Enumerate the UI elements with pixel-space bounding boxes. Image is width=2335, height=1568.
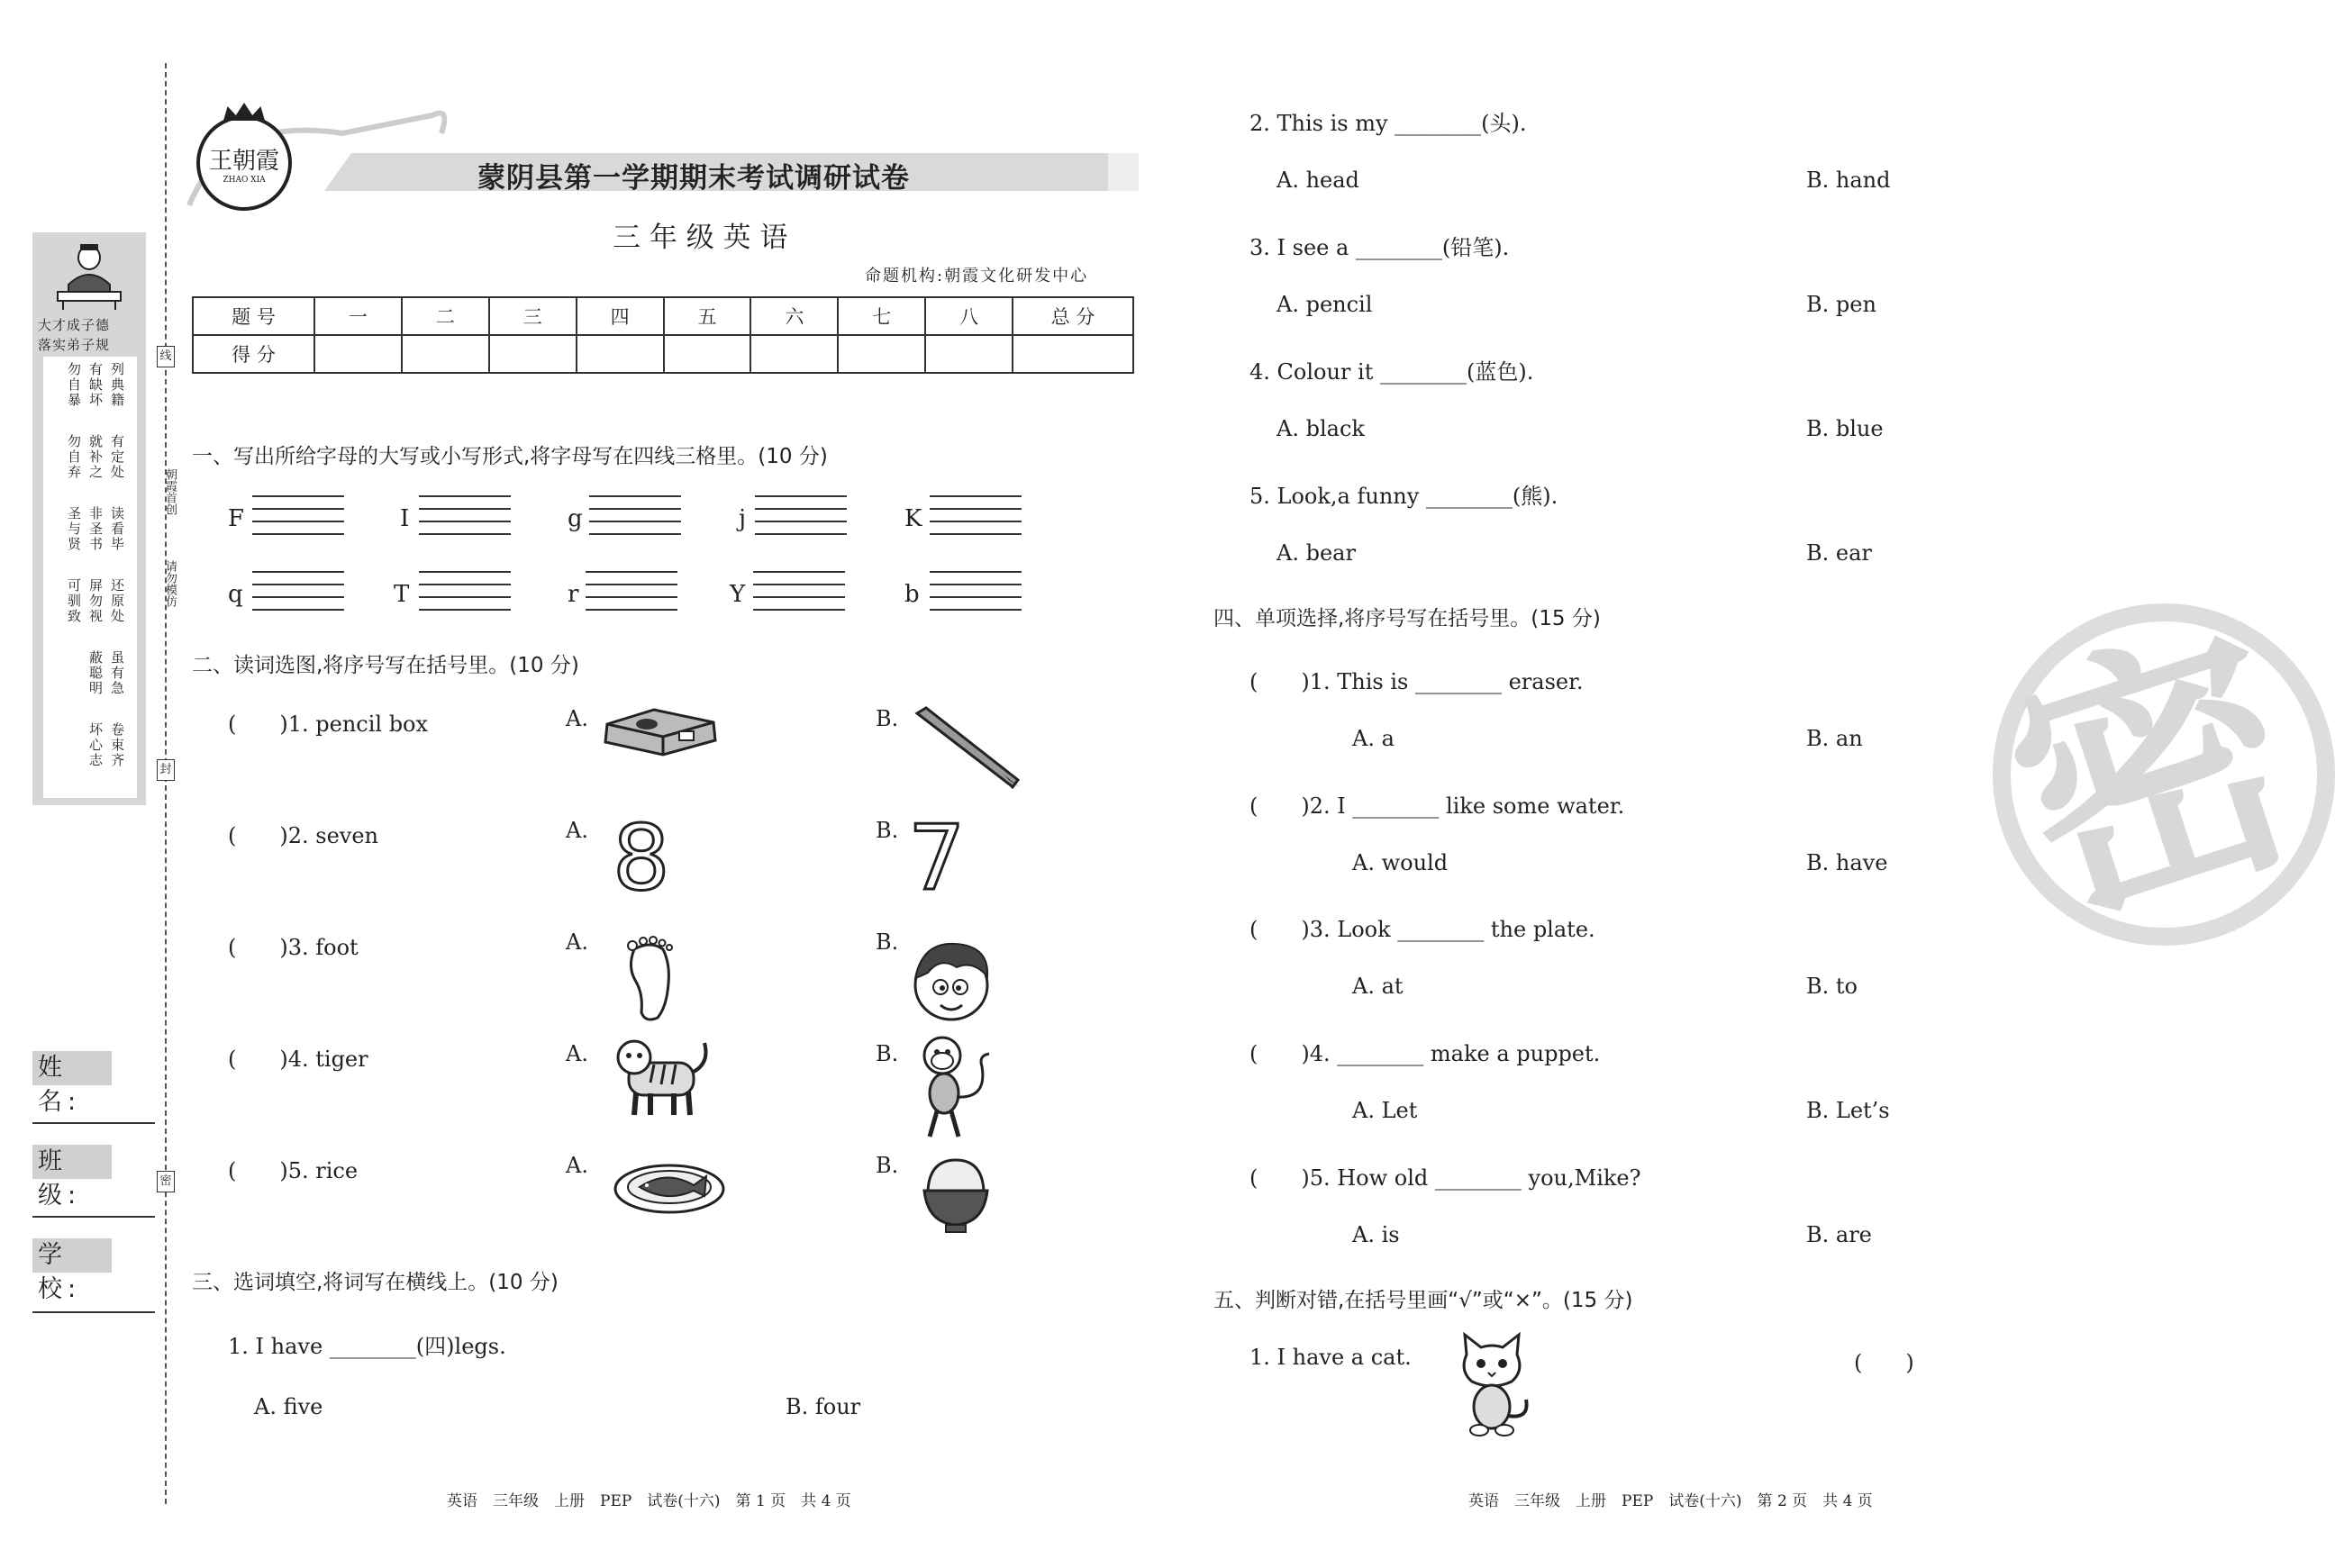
section4-heading: 四、单项选择,将序号写在括号里。(15 分) [1213,607,1601,630]
motto-col: 有缺坏 [87,362,104,408]
given-letter: r [568,581,579,608]
option-label: B. hand [1806,168,1891,193]
option-label: B. have [1806,850,1888,875]
four-line-grid[interactable] [419,495,511,537]
option-label: B. [876,818,899,843]
question-item: ( )5. rice [228,1158,359,1183]
motto-col: 虽有急 [109,650,125,696]
section3-heading: 三、选词填空,将词写在横线上。(10 分) [192,1271,559,1294]
motto-col: 勿自暴 [66,362,82,408]
score-input[interactable] [314,335,402,373]
seal-mark-seal: 封 [157,759,175,781]
choice-question: ( )5. How old ________ you,Mike? [1249,1165,1641,1191]
score-input[interactable] [489,335,577,373]
score-cell: 七 [838,297,925,335]
option-label: B. Let’s [1806,1098,1890,1123]
given-letter: Y [730,581,746,608]
score-input[interactable] [925,335,1013,373]
question-item: ( )2. seven [228,823,378,848]
motto-col: 勿自弃 [66,434,82,480]
watermark-glyph: 密 [1977,586,2332,969]
score-cell: 题 号 [193,297,314,335]
four-line-grid[interactable] [589,495,681,537]
question-item: ( )1. pencil box [228,711,429,737]
school-field[interactable] [32,1311,155,1313]
motto-col: 坏心志 [87,722,104,768]
option-label: B. [876,1153,899,1178]
option-label: B. [876,929,899,955]
tiger-icon[interactable] [609,1036,713,1119]
class-field[interactable] [32,1216,155,1218]
motto-col: 蔽聪明 [87,650,104,696]
score-table [192,296,1134,374]
option-label: B. four [786,1394,861,1419]
exam-subtitle: 三 年 级 英 语 [613,222,788,254]
score-cell: 二 [402,297,489,335]
section5-heading: 五、判断对错,在括号里画“√”或“×”。(15 分) [1213,1289,1633,1312]
pencil-icon[interactable] [910,706,1022,789]
given-letter: j [739,505,747,532]
option-label: B. an [1806,726,1863,751]
score-input[interactable] [402,335,489,373]
four-line-grid[interactable] [930,571,1022,612]
footer-right: 英语 三年级 上册 PEP 试卷(十六) 第 2 页 共 4 页 [1468,1492,1873,1510]
seal-note-1: 朝霞首创 [163,468,177,515]
option-label: A. black [1277,416,1365,441]
motto-col: 卷束齐 [109,722,125,768]
option-label: A. pencil [1277,292,1373,317]
option-label: A. [566,929,588,955]
score-cell: 总 分 [1013,297,1133,335]
question-item: ( )3. foot [228,935,359,960]
foot-icon[interactable] [622,937,679,1023]
choice-question: ( )2. I ________ like some water. [1249,793,1625,819]
motto-col: 可驯致 [66,578,82,624]
given-letter: b [904,581,920,608]
answer-bracket[interactable]: ( ) [1854,1350,1914,1375]
logo-text: 王朝霞 [208,148,279,175]
option-label: B. blue [1806,416,1884,441]
option-label: A. is [1352,1222,1400,1247]
fill-question: 1. I have ________(四)legs. [228,1334,506,1359]
brand-logo [196,115,292,211]
option-label: B. pen [1806,292,1876,317]
name-label: 姓 名: [32,1051,112,1085]
score-cell: 八 [925,297,1013,335]
motto-col: 还原处 [109,578,125,624]
school-label: 学 校: [32,1238,112,1273]
fill-question: 2. This is my ________(头). [1249,111,1527,136]
four-line-grid[interactable] [930,495,1022,537]
seal-mark-line: 线 [157,346,175,367]
option-label: A. Let [1352,1098,1418,1123]
option-label: A. bear [1277,540,1356,566]
given-letter: K [904,505,922,532]
score-cell: 四 [577,297,664,335]
given-letter: g [568,505,583,532]
motto-col: 列典籍 [109,362,125,408]
monkey-icon[interactable] [912,1034,993,1140]
four-line-grid[interactable] [755,495,847,537]
option-label: A. five [254,1394,323,1419]
score-value-row [193,335,1133,373]
four-line-grid[interactable] [753,571,845,612]
option-label: A. [566,1153,588,1178]
motto-panel [32,232,146,805]
section2-heading: 二、读词选图,将序号写在括号里。(10 分) [192,654,579,677]
option-label: B. [876,1041,899,1066]
score-cell: 五 [664,297,751,335]
digit-seven-option[interactable]: 7 [908,805,966,911]
motto-col: 非圣书 [87,506,104,552]
exam-org: 命题机构:朝霞文化研发中心 [865,267,1089,286]
score-header-row [193,297,1133,335]
four-line-grid[interactable] [252,571,344,612]
exam-title: 蒙阴县第一学期期末考试调研试卷 [477,162,910,195]
four-line-grid[interactable] [586,571,677,612]
motto-line-2: 落实弟子规 [38,337,111,353]
four-line-grid[interactable] [419,571,511,612]
given-letter: q [228,581,243,608]
scholar-icon [52,241,126,312]
score-input[interactable] [750,335,838,373]
option-label: A. [566,706,588,731]
option-label: A. at [1352,974,1404,999]
motto-col: 圣与贤 [66,506,82,552]
seal-line [165,63,167,1504]
option-label: A. would [1352,850,1449,875]
name-field[interactable] [32,1122,155,1124]
score-cell: 六 [750,297,838,335]
fill-question: 5. Look,a funny ________(熊). [1249,484,1558,509]
option-label: A. [566,1041,588,1066]
given-letter: F [228,505,245,532]
score-input[interactable] [664,335,751,373]
score-input[interactable] [1013,335,1133,373]
seal-mark-secret: 密 [157,1171,175,1192]
rice-bowl-icon[interactable] [921,1155,991,1236]
score-cell: 一 [314,297,402,335]
given-letter: T [394,581,410,608]
score-input[interactable] [577,335,664,373]
score-cell: 得 分 [193,335,314,373]
motto-col: 读看毕 [109,506,125,552]
option-label: A. a [1352,726,1395,751]
pencil-box-icon[interactable] [600,704,721,758]
motto-col: 就补之 [87,434,104,480]
secret-watermark [1977,586,2335,969]
score-cell: 三 [489,297,577,335]
choice-question: ( )3. Look ________ the plate. [1249,917,1595,942]
question-item: ( )4. tiger [228,1047,368,1072]
given-letter: I [400,505,410,532]
digit-eight-option[interactable]: 8 [613,805,670,911]
cat-icon[interactable] [1449,1331,1535,1437]
choice-question: ( )1. This is ________ eraser. [1249,669,1584,694]
motto-line-1: 大才成子德 [38,317,111,333]
fill-question: 3. I see a ________(铅笔). [1249,235,1510,260]
seal-note-2: 请勿模仿 [163,560,177,607]
option-label: A. head [1277,168,1359,193]
class-label: 班 级: [32,1145,112,1179]
four-line-grid[interactable] [252,495,344,537]
footer-left: 英语 三年级 上册 PEP 试卷(十六) 第 1 页 共 4 页 [447,1492,851,1510]
option-label: B. ear [1806,540,1872,566]
option-label: A. [566,818,588,843]
option-label: B. [876,706,899,731]
logo-sub: ZHAO XIA [223,176,266,185]
option-label: B. are [1806,1222,1872,1247]
choice-question: ( )4. ________ make a puppet. [1249,1041,1601,1066]
boy-face-icon[interactable] [904,937,998,1023]
option-label: B. to [1806,974,1858,999]
motto-col: 有定处 [109,434,125,480]
motto-inner-box [43,357,137,798]
fish-dish-icon[interactable] [613,1158,726,1216]
score-input[interactable] [838,335,925,373]
fill-question: 4. Colour it ________(蓝色). [1249,359,1534,385]
judge-question: 1. I have a cat. [1249,1345,1412,1370]
motto-col: 屏勿视 [87,578,104,624]
section1-heading: 一、写出所给字母的大写或小写形式,将字母写在四线三格里。(10 分) [192,445,828,468]
